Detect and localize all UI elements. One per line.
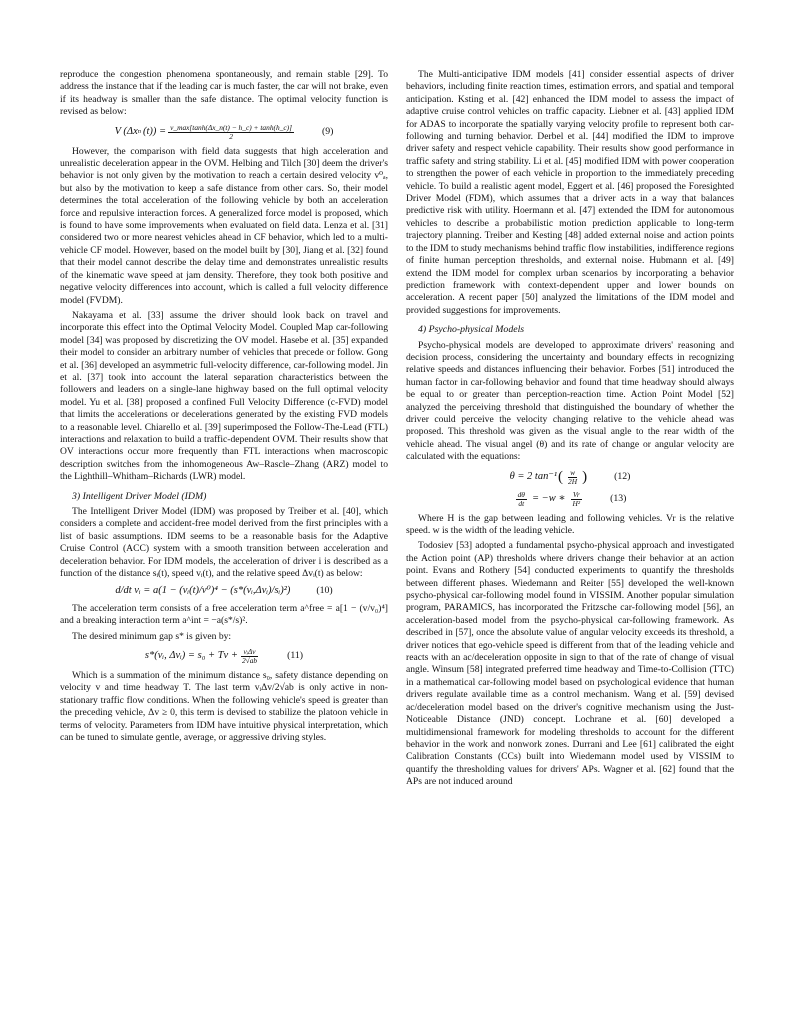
equation-numerator: w <box>570 467 576 477</box>
equation-9: V (Δx n (t)) = $\frac{v\_\max[\tanh(\Delta x\_n(t) - h\_c) + \tanh(h\_c)]}{2}$ (9) <box>114 122 334 141</box>
paragraph: Nakayama et al. [33] assume the driver should look back on travel and incorporate this effect into the Optimal Velocity Model. Coupled Map car-following model [34] was proposed by discretizing the OV model. Hasebe et al. [35] expanded their model to consider an arbitrary number of vehicles that precede or follow. Gong et al. [36] developed an asymmetric full-velocity difference, car-following model. Jin et al. [37] took into account the lateral separation characteristics between the followers and leaders on a single-lane highway based on the full optimal velocity model. Yu et al. [38] proposed a confined Full Velocity Difference (c-FVD) model that limits the accelerations or decelerations generated by the existing FVD models to a reasonable level. Chiarello et al. [39] superimposed the Follow-The-Lead (FTL) interactions and relaxation to build a traffic-dependent OVM. Their results show that OV interactions occur more frequently than FTL interactions when macroscopic description switches from the inhomogeneous Aw–Rascle–Zhang (ARZ) model to the Lighthill–Whitham–Richards (LWR) model. <box>60 309 388 483</box>
paragraph: However, the comparison with field data suggests that high acceleration and unrealistic deceleration appear in the OVM. Helbing and Tilch [30] deem the driver's behavior is not only given by the motivation to reach a certain desired velocity v⁰ₐ, but also by the motivation to keep a safe distance from other cars. So, their model determines the total acceleration of the following vehicle by both an acceleration force and repulsive interaction forces. A generalized force model is proposed, which is found to have some improvements when evaluated on field data. Lenza et al. [31] considered two or more nearest vehicles ahead in CF behavior, which led to a multi-vehicle CF model. However, based on the model built by [30], Jiang et al. [32] found that their model cannot describe the delay time and demonstrates unrealistic results of the kinematic wave speed at jam density. Therefore, they took both positive and negative velocity differences into account, which is called a full velocity difference model (FVDM). <box>60 145 388 306</box>
paragraph: reproduce the congestion phenomena spontaneously, and remain stable [29]. To address the instance that if the leading car is much faster, the car will not brake, even if its headway is smaller than the safe distance. The optimal velocity function is revised as below: <box>60 69 388 118</box>
section-heading-psycho-physical: 4) Psycho-physical Models <box>418 324 525 336</box>
equation-middle: = −w ∗ <box>531 492 566 504</box>
equation-denominator: 2H <box>568 476 578 486</box>
equation-13 <box>406 491 734 508</box>
equation-numerator: Vr <box>572 489 580 499</box>
paragraph: Psycho-physical models are developed to approximate drivers' reasoning and decision process, considering the uncertainty and boundary effects in recognizing relative speeds and distances influencing their behavior. Forbes [51] introduced the human factor in car-following behavior and found that time headway should always be equal to or greater than perception-reaction time. Action Point Model [52] analyzed the perceiving threshold that distinguished the boundary of whether the driver could perceive the velocity changing relative to the vehicle ahead was proposed. This threshold was given as the visual angle to the rear width of the vehicle ahead. The visual angel (θ) and its rate of change or angular velocity are calculated with the equations: <box>406 339 734 463</box>
equation-denominator: 2 <box>229 131 233 141</box>
equation-denominator: 2√ab <box>241 656 258 666</box>
paragraph: The acceleration term consists of a free acceleration term a^free = a[1 − (v/v₀)⁴] and a breaking interaction term a^int = −a(s*/s)². <box>60 602 388 627</box>
equation-number: (10) <box>316 585 333 597</box>
paragraph: The Multi-anticipative IDM models [41] consider essential aspects of driver behaviors, including finite reaction times, estimation errors, and spatial and temporal anticipation. Ksting et al. [42] enhanced the IDM model to assess the impact of adaptive cruise control vehicles on traffic capacity. Liebner et al. [43] applied IDM for ADAS to incorporate the spatially varying velocity profile to represent both car-following and turning behavior. Derbel et al. [44] modified the IDM to improve driver safety and respect vehicle capability. Their results show good performance in traffic safety and string stability. Li et al. [45] modified IDM with power cooperation to strengthen the power of each vehicle in proportion to the immediately preceding vehicle. To build a realistic agent model, Eggert et al. [46] proposed the Foresighted Driver Model (FDM), which assumes that a driver acts in a way that balances predictive risk with utility. Hoermann et al. [47] extended the IDM for autonomous vehicles to describe a probabilistic motion prediction applicable to long-term trajectory planning. Treiber and Kesting [48] added external noise and action points to the IDM to study mechanisms behind traffic flow instabilities, indifference regions of finite human perception thresholds, and external noise. Hubmann et al. [49] extend the IDM model for complex urban scenarios by incorporating a behavior prediction framework with context-dependent upper and lower bounds on acceleration. A recent paper [50] analyzed the limitations of the IDM model and provided suggestions for improvements. <box>406 69 734 316</box>
right-column <box>406 69 734 792</box>
equation-fraction <box>566 469 579 486</box>
equation-12: θ = 2 tan⁻¹ ( $\frac{w}{2H}$ ) (12) <box>509 467 631 486</box>
equation-lhs: θ = 2 tan⁻¹ <box>509 470 558 482</box>
equation-denominator: dt <box>518 498 525 508</box>
equation-number: (9) <box>321 125 334 137</box>
equation-number: (13) <box>610 492 627 504</box>
equation-number: (12) <box>614 470 631 482</box>
equation-lhs: V (Δx <box>114 125 138 137</box>
equation-11 <box>60 648 388 665</box>
equation-numerator: dθ <box>517 489 525 499</box>
equation-fraction-right <box>571 491 583 508</box>
equation-numerator: v_max[tanh(Δx_n(t) − h_c) + tanh(h_c)] <box>170 122 292 132</box>
equation-fraction-left <box>516 491 527 508</box>
equation-fraction <box>240 648 259 665</box>
equation-10 <box>60 585 388 597</box>
equation-numerator: vᵢΔv <box>243 647 256 657</box>
equation-number: (11) <box>287 650 304 662</box>
equation-body: d/dt vᵢ = a(1 − (vᵢ(t)/v⁰)⁴ − (s*(vᵢ,Δvᵢ)/sᵢ)²) <box>115 585 291 597</box>
paragraph: The desired minimum gap s* is given by: <box>72 630 232 642</box>
paragraph: Which is a summation of the minimum distance s₀, safety distance depending on velocity v and time headway T. The last term vᵢΔv/2√ab is only active in non-stationary traffic flow conditions. When the following vehicle's speed is greater than the preceding vehicle, Δv ≥ 0, this term is devised to stabilize the platoon vehicle in terms of velocity. Parameters from IDM have intuitive physical interpretation, which can be tuned to simulate gentle, average, or aggressive driving styles. <box>60 670 388 744</box>
equation-fraction <box>168 124 294 141</box>
equation-denominator: H² <box>572 498 581 508</box>
section-heading-idm: 3) Intelligent Driver Model (IDM) <box>72 490 207 502</box>
left-column <box>60 69 388 748</box>
paragraph: The Intelligent Driver Model (IDM) was proposed by Treiber et al. [40], which considers a complete and accident-free model derived from the first principles with a list of basic assumptions. IDM seems to be a reasonable basis for the Adaptive Cruise Control (ACC) system with a smooth transition between acceleration and deceleration behavior. For IDM models, the acceleration of driver i is described as a function of the distance sᵢ(t), speed vᵢ(t), and the relative speed Δvᵢ(t) as below: <box>60 506 388 580</box>
paragraph: Where H is the gap between leading and following vehicles. Vr is the relative speed. w is the width of the leading vehicle. <box>406 512 734 536</box>
paragraph: Todosiev [53] adopted a fundamental psycho-physical approach and investigated the Action point (AP) thresholds where drivers change their behavior at an action point. Evans and Rothery [54] conducted experiments to quantify the thresholds between different phases. Wiedemann and Reiter [55] developed the well-known psycho-physical car-following model found in VISSIM. Another popular simulation program, PARAMICS, has incorporated the Fritzsche car-following model [56], an acceleration-based model from the psycho-physical car-following framework. As described in [57], once the absolute value of angular velocity exceeds its threshold, a driver notices that ego-vehicle speed is different from that of the leading vehicle and reacts with an ac/deceleration opposite in sign to that of the rate of change of visual angle. Winsum [58] integrated preferred time headway and Time-to-Collision (TTC) in a mathematical car-following model based on psychological evidence that human drivers regulate available time as a control mechanism. Wang et al. [59] devised ac/deceleration model based on the driver's cognitive mechanism using the Just-Noticeable Distance (JND) concept. Lochrane et al. [60] developed a multidimensional framework for modeling thresholds to account for the different behavior in the work and nonwork zones. Durrani and Lee [61] calibrated the eight Calibration Constants (CCs) built into Wiedemann model used by VISSIM to quantify the thresholding values for drivers' APs. Wagner et al. [62] found that the APs are not induced around <box>406 540 734 788</box>
equation-lhs: s*(vᵢ, Δvᵢ) = s₀ + Tv + <box>144 650 238 662</box>
equation-lhs-rest: (t)) = <box>143 125 167 137</box>
